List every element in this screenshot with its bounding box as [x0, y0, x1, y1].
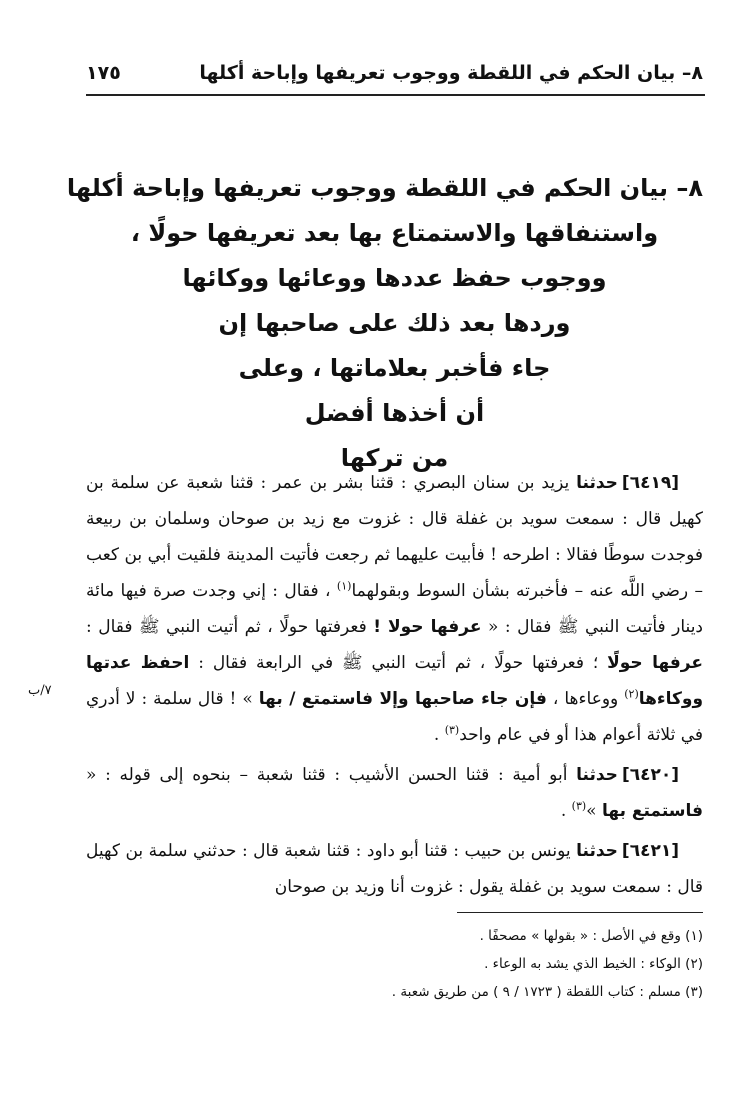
hadith-text-part: » ! قال سلمة : لا أدري في ثلاثة أعوام هذا أو في عام واحد — [86, 689, 703, 745]
hadith-text-part: ووعاءها ، — [546, 689, 625, 709]
footnote-item: (٣) مسلم : كتاب اللقطة ( ١٧٢٣ / ٩ ) من طريق شعبة . — [391, 984, 703, 1000]
running-header — [86, 62, 703, 92]
hadith-number: [٦٤٢١] — [621, 841, 679, 861]
footnote-ref[interactable]: (٣) — [571, 799, 587, 813]
hadith-text-part: أبو أمية : قثنا الحسن الأشيب : قثنا شعبة – بنحوه إلى قوله : « — [86, 765, 568, 785]
hadith-text-part: يونس بن حبيب : قثنا أبو داود : قثنا شعبة قال : حدثني سلمة بن كهيل قال : سمعت سويد بن غفلة يقول : غزوت أنا وزيد بن صوحان — [86, 841, 703, 897]
footnote-ref[interactable]: (١) — [336, 579, 352, 593]
chapter-title-line: من تركها — [340, 444, 449, 472]
chapter-title-line: أن أخذها أفضل — [304, 399, 485, 427]
footnote-ref[interactable]: (٢) — [624, 687, 639, 701]
chapter-title-line: ٨– بيان الحكم في اللقطة ووجوب تعريفها وإباحة أكلها — [66, 174, 703, 202]
hadith-6420 — [86, 757, 703, 829]
prophet-quote: فاستمتع بها — [601, 801, 703, 821]
hadith-lead: حدثنا — [576, 765, 618, 785]
hadith-text — [86, 465, 703, 909]
hadith-lead: حدثنا — [576, 841, 618, 861]
hadith-text-part: يزيد بن سنان البصري : قثنا بشر بن عمر : قثنا شعبة عن سلمة بن كهيل قال : سمعت سويد بن غفلة قال : غزوت مع زيد بن صوحان وسلمان بن ربيعة فوجدت سوطًا فقالا : اطرحه ! فأبيت عليهما ثم رجعت فأتيت المدينة فلقيت أبي بن كعب – رضي اللَّه عنه – فأخبرته بشأن السوط وبقولهما — [86, 473, 703, 601]
footnote-item: (١) وقع في الأصل : « بقولها » مصحفًا . — [479, 928, 703, 944]
prophet-quote: عرفها حولا ! — [373, 617, 482, 637]
chapter-title — [66, 166, 703, 481]
hadith-text-part: . — [560, 801, 572, 821]
footnote-ref[interactable]: (٣) — [444, 723, 460, 737]
chapter-title-line: جاء فأخبر بعلاماتها ، وعلى — [238, 354, 551, 382]
hadith-text-part: . — [433, 725, 445, 745]
hadith-text-part: ، فقال : إني وجدت صرة فيها مائة دينار فأتيت النبي ﷺ فقال : « — [86, 581, 703, 637]
hadith-number: [٦٤٢٠] — [621, 765, 680, 785]
hadith-text-part: » — [586, 801, 602, 821]
footnote-divider — [457, 912, 703, 913]
chapter-title-line: ووجوب حفظ عددها ووعائها ووكائها — [182, 264, 607, 292]
header-divider — [86, 94, 705, 96]
chapter-title-line: وردها بعد ذلك على صاحبها إن — [218, 309, 571, 337]
footnote-item: (٢) الوكاء : الخيط الذي يشد به الوعاء . — [484, 956, 703, 972]
manuscript-folio-note: ٧/ب — [28, 683, 52, 698]
hadith-6421 — [86, 833, 703, 905]
chapter-title-line: واستنفاقها والاستمتاع بها بعد تعريفها حولًا ، — [130, 219, 659, 247]
hadith-6419 — [86, 465, 703, 753]
prophet-quote: عرفها حولًا — [607, 653, 703, 673]
running-title: ٨– بيان الحكم في اللقطة ووجوب تعريفها وإباحة أكلها — [199, 62, 703, 84]
hadith-number: [٦٤١٩] — [621, 473, 679, 493]
hadith-text-part: فعرفتها حولًا ، ثم أتيت النبي ﷺ فقال : — [86, 617, 374, 637]
page-number: ١٧٥ — [86, 62, 121, 84]
prophet-quote: فإن جاء صاحبها وإلا فاستمتع / بها — [258, 689, 547, 709]
footnotes — [86, 922, 703, 1006]
prophet-quote: احفظ عدتها ووكاءها — [86, 653, 704, 709]
hadith-lead: حدثنا — [576, 473, 618, 493]
hadith-text-part: ؛ فعرفتها حولًا ، ثم أتيت النبي ﷺ في الرابعة فقال : — [189, 653, 608, 673]
